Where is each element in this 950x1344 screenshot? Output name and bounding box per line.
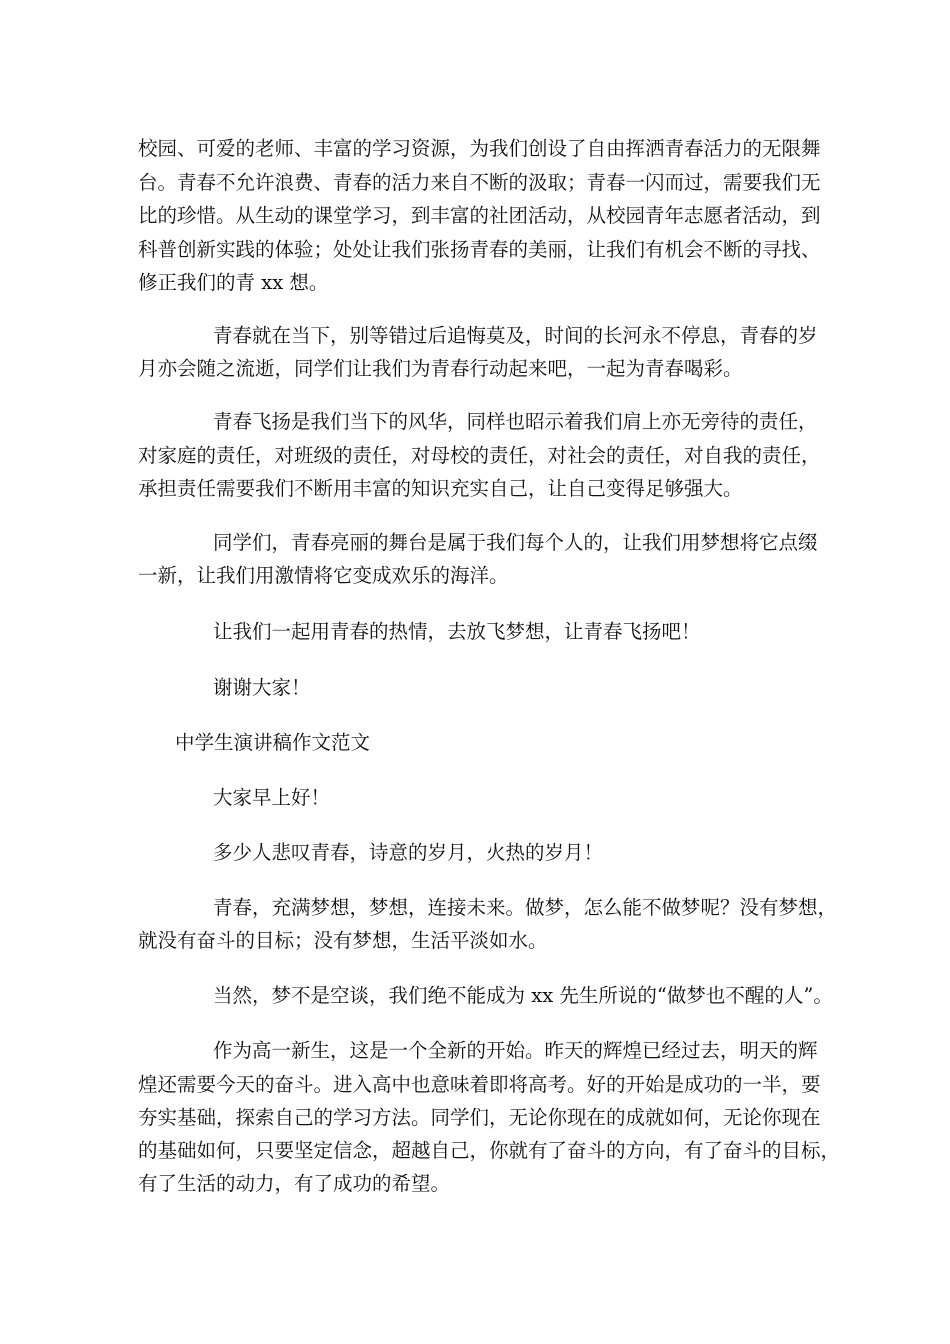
- paragraph-line: 当然，梦不是空谈，我们绝不能成为 xx 先生所说的“做梦也不醒的人”。: [213, 984, 833, 1007]
- paragraph-line: 夯实基础，探索自己的学习方法。同学们，无论你现在的成就如何，无论你现在: [138, 1106, 821, 1129]
- paragraph-line: 修正我们的青 xx 想。: [138, 271, 329, 294]
- paragraph-line: 承担责任需要我们不断用丰富的知识充实自己，让自己变得足够强大。: [138, 477, 743, 500]
- paragraph-line: 青春飞扬是我们当下的风华，同样也昭示着我们肩上亦无旁待的责任，: [213, 410, 818, 433]
- paragraph-line: 月亦会随之流逝，同学们让我们为青春行动起来吧，一起为青春喝彩。: [138, 357, 743, 380]
- paragraph-line: 有了生活的动力，有了成功的希望。: [138, 1172, 451, 1195]
- paragraph-line: 校园、可爱的老师、丰富的学习资源，为我们创设了自由挥洒青春活力的无限舞: [138, 137, 821, 160]
- paragraph-line: 科普创新实践的体验；处处让我们张扬青春的美丽，让我们有机会不断的寻找、: [138, 238, 821, 261]
- paragraph-line: 青春，充满梦想，梦想，连接未来。做梦，怎么能不做梦呢？没有梦想，: [213, 896, 838, 919]
- paragraph-line: 青春就在当下，别等错过后追悔莫及，时间的长河永不停息，青春的岁: [213, 324, 818, 347]
- paragraph-line: 作为高一新生，这是一个全新的开始。昨天的辉煌已经过去，明天的辉: [213, 1039, 818, 1062]
- paragraph-line: 让我们一起用青春的热情，去放飞梦想，让青春飞扬吧！: [213, 620, 701, 643]
- paragraph-line: 大家早上好！: [213, 786, 331, 809]
- paragraph-line: 就没有奋斗的目标；没有梦想，生活平淡如水。: [138, 929, 548, 952]
- paragraph-line: 同学们，青春亮丽的舞台是属于我们每个人的，让我们用梦想将它点缀: [213, 531, 818, 554]
- paragraph-line: 对家庭的责任，对班级的责任，对母校的责任，对社会的责任，对自我的责任，: [138, 444, 821, 467]
- section-heading: 中学生演讲稿作文范文: [175, 731, 371, 754]
- paragraph-line: 一新，让我们用激情将它变成欢乐的海洋。: [138, 564, 509, 587]
- paragraph-line: 煌还需要今天的奋斗。进入高中也意味着即将高考。好的开始是成功的一半，要: [138, 1073, 821, 1096]
- paragraph-line: 的基础如何，只要坚定信念，超越自己，你就有了奋斗的方向，有了奋斗的目标，: [138, 1139, 841, 1162]
- paragraph-line: 台。青春不允许浪费、青春的活力来自不断的汲取；青春一闪而过，需要我们无: [138, 171, 821, 194]
- paragraph-line: 比的珍惜。从生动的课堂学习，到丰富的社团活动，从校园青年志愿者活动，到: [138, 204, 821, 227]
- paragraph-line: 谢谢大家！: [213, 676, 311, 699]
- paragraph-line: 多少人悲叹青春，诗意的岁月，火热的岁月！: [213, 841, 604, 864]
